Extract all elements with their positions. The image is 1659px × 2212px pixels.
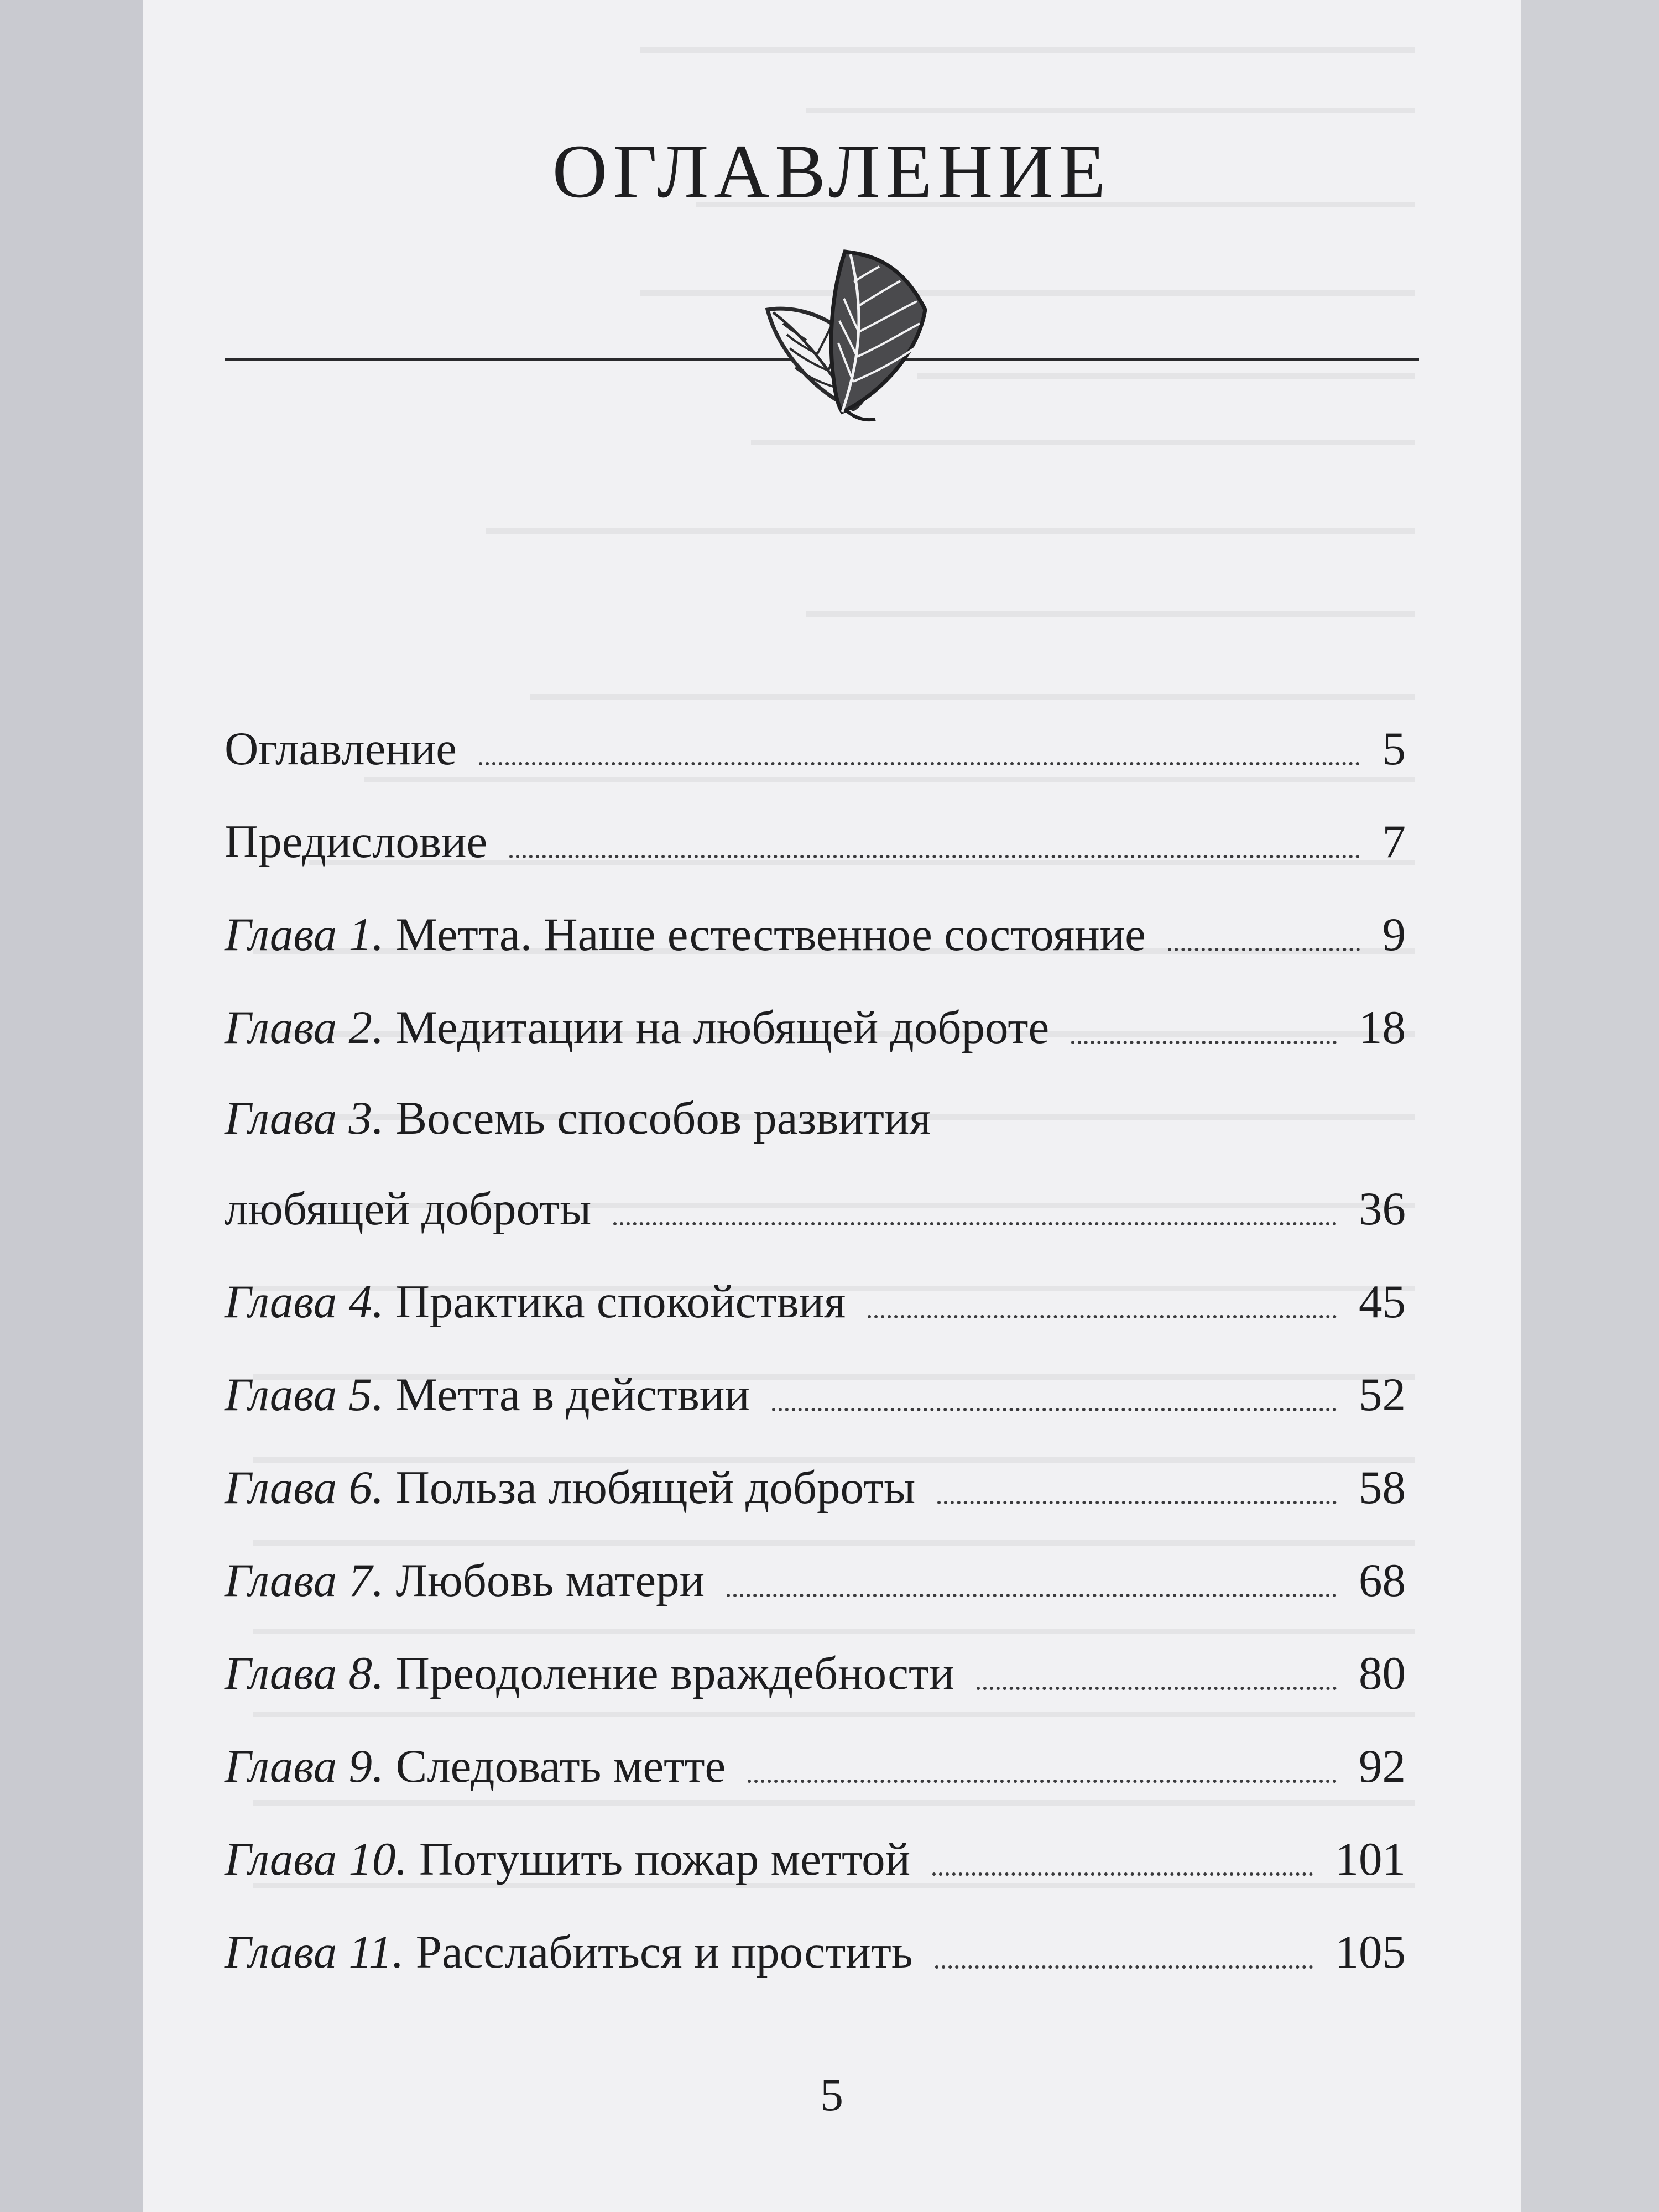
toc-entry[interactable] (225, 702, 1406, 795)
toc-entry[interactable] (225, 1906, 1406, 1999)
toc-entry-label (225, 1441, 915, 1534)
leaves-icon (734, 243, 956, 426)
toc-leader-dots (868, 1255, 1337, 1348)
toc-leader-dots (509, 795, 1360, 888)
table-of-contents (225, 702, 1406, 1999)
toc-page-number: 92 (1359, 1740, 1406, 1792)
toc-chapter-title: Преодоление враждебности (395, 1647, 954, 1699)
toc-leader-dots (748, 1720, 1337, 1813)
toc-page-number: 58 (1359, 1462, 1406, 1514)
toc-chapter-title: Расслабиться и простить (415, 1926, 913, 1978)
toc-leader-dots (1168, 888, 1360, 981)
toc-entry[interactable] (225, 1348, 1406, 1441)
toc-chapter-number: Глава 3. (225, 1092, 384, 1144)
toc-chapter-number: Глава 4. (225, 1276, 384, 1328)
toc-entry[interactable] (225, 795, 1406, 888)
toc-chapter-title: Польза любящей доброты (395, 1462, 916, 1514)
toc-entry-label (225, 1255, 846, 1348)
toc-entry-label (225, 1813, 910, 1906)
toc-chapter-number: Глава 5. (225, 1369, 384, 1421)
toc-entry[interactable] (225, 1813, 1406, 1906)
toc-chapter-title: Любовь матери (395, 1554, 705, 1606)
toc-entry-label (225, 702, 457, 795)
toc-chapter-title: Метта в действии (395, 1369, 750, 1421)
toc-entry[interactable] (225, 1534, 1406, 1627)
toc-page-number: 9 (1382, 909, 1406, 961)
toc-entry-label (225, 795, 487, 888)
page-title: ОГЛАВЛЕНИЕ (552, 129, 1112, 213)
toc-entry[interactable] (225, 1255, 1406, 1348)
toc-entry-label (225, 888, 1146, 981)
toc-entry[interactable] (225, 1441, 1406, 1534)
right-margin (1521, 0, 1659, 2212)
toc-leader-dots (935, 1906, 1313, 1999)
toc-entry[interactable] (225, 888, 1406, 981)
toc-entry-label (225, 1720, 726, 1813)
toc-entry-label (225, 981, 1049, 1074)
toc-chapter-title: Восемь способов развития (395, 1092, 931, 1144)
page-number: 5 (820, 2069, 843, 2121)
toc-leader-dots (727, 1534, 1337, 1627)
left-margin (0, 0, 143, 2212)
toc-leader-dots (932, 1813, 1313, 1906)
toc-chapter-title: любящей доброты (225, 1183, 592, 1235)
toc-chapter-number: Глава 1. (225, 909, 384, 961)
toc-chapter-number: Глава 10. (225, 1833, 408, 1885)
toc-entry-label (225, 1627, 954, 1720)
toc-entry[interactable] (225, 981, 1406, 1074)
toc-leader-dots (613, 1162, 1337, 1255)
toc-entry-label (225, 1906, 913, 1999)
toc-chapter-title: Предисловие (225, 816, 488, 868)
toc-chapter-title: Практика спокойствия (395, 1276, 846, 1328)
toc-chapter-number: Глава 9. (225, 1740, 384, 1792)
toc-page-number: 7 (1382, 816, 1406, 868)
book-page (143, 0, 1521, 2212)
toc-page-number: 68 (1359, 1554, 1406, 1606)
toc-entry[interactable] (225, 1627, 1406, 1720)
toc-page-number: 52 (1359, 1369, 1406, 1421)
toc-chapter-title: Метта. Наше естественное состояние (395, 909, 1146, 961)
toc-entry[interactable] (225, 1162, 1406, 1255)
toc-page-number: 5 (1382, 723, 1406, 775)
toc-chapter-number: Глава 8. (225, 1647, 384, 1699)
toc-page-number: 105 (1335, 1926, 1406, 1978)
toc-entry[interactable] (225, 1720, 1406, 1813)
toc-entry-label (225, 1348, 750, 1441)
toc-leader-dots (977, 1627, 1337, 1720)
toc-entry[interactable] (225, 1074, 1406, 1162)
toc-entry-label (225, 1074, 931, 1162)
toc-chapter-number: Глава 6. (225, 1462, 384, 1514)
toc-entry-label (225, 1534, 705, 1627)
toc-page-number: 36 (1359, 1183, 1406, 1235)
toc-page-number: 18 (1359, 1001, 1406, 1053)
toc-page-number: 80 (1359, 1647, 1406, 1699)
toc-entry-label (225, 1162, 591, 1255)
toc-leader-dots (937, 1441, 1337, 1534)
toc-chapter-number: Глава 2. (225, 1001, 384, 1053)
toc-chapter-number: Глава 7. (225, 1554, 384, 1606)
toc-page-number: 101 (1335, 1833, 1406, 1885)
toc-leader-dots (479, 702, 1360, 795)
toc-leader-dots (772, 1348, 1337, 1441)
toc-leader-dots (1071, 981, 1337, 1074)
toc-chapter-title: Следовать метте (395, 1740, 726, 1792)
toc-chapter-number: Глава 11. (225, 1926, 404, 1978)
toc-chapter-title: Потушить пожар меттой (419, 1833, 911, 1885)
toc-page-number: 45 (1359, 1276, 1406, 1328)
toc-chapter-title: Оглавление (225, 723, 457, 775)
toc-chapter-title: Медитации на любящей доброте (395, 1001, 1050, 1053)
